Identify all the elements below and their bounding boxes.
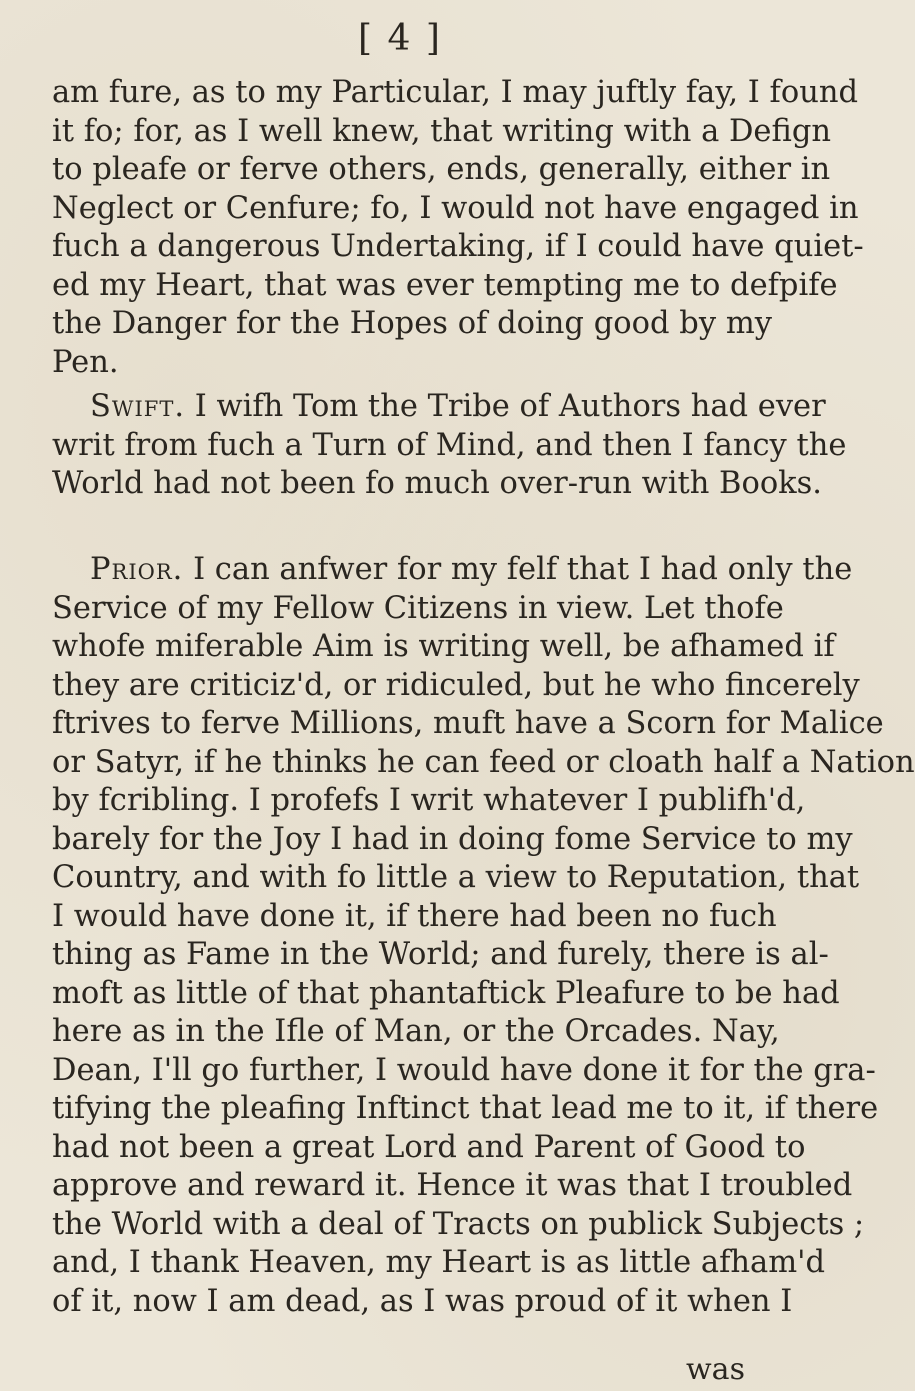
text-line: Neglect or Cenfure; fo, I would not have engaged in	[52, 190, 859, 226]
text-line: Pen.	[52, 344, 119, 380]
text-line: tifying the pleafing Inftinct that lead me to it, if there	[52, 1091, 879, 1126]
text-line: Country, and with fo little a view to Reputation, that	[52, 860, 860, 895]
text-line: ed my Heart, that was ever tempting me to defpife	[52, 267, 838, 303]
text-line: and, I thank Heaven, my Heart is as little afham'd	[52, 1245, 826, 1280]
text-line: whofe miferable Aim is writing well, be afhamed if	[52, 629, 835, 664]
text-line: fuch a dangerous Undertaking, if I could have quiet-	[52, 229, 864, 264]
text-line: moft as little of that phantaftick Pleafure to be had	[52, 975, 840, 1011]
speaker-name: Prior.	[90, 552, 184, 587]
text-line: barely for the Joy I had in doing fome Service to my	[52, 821, 853, 857]
text-line: had not been a great Lord and Parent of Good to	[52, 1129, 806, 1165]
text-line: or Satyr, if he thinks he can feed or cloath half a Nation	[52, 744, 915, 780]
text-line: am fure, as to my Particular, I may juftly fay, I found	[52, 75, 859, 110]
text-line: the Danger for the Hopes of doing good by my	[52, 306, 772, 341]
page-number: [ 4 ]	[358, 18, 442, 59]
paragraph-2	[52, 388, 847, 504]
text-line: they are criticiz'd, or ridiculed, but he who fincerely	[52, 667, 860, 703]
text-line: Dean, I'll go further, I would have done it for the gra-	[52, 1052, 876, 1088]
text-line: it fo; for, as I well knew, that writing with a Defign	[52, 113, 831, 149]
text-line: by fcribling. I profefs I writ whatever I publifh'd,	[52, 783, 806, 818]
paragraph-1	[52, 74, 864, 382]
text-line: the World with a deal of Tracts on publick Subjects ;	[52, 1206, 865, 1242]
text-line: here as in the Ifle of Man, or the Orcades. Nay,	[52, 1014, 780, 1049]
text-line: of it, now I am dead, as I was proud of it when I	[52, 1283, 793, 1319]
text-line: to pleafe or ferve others, ends, generally, either in	[52, 152, 831, 187]
text-line: Service of my Fellow Citizens in view. Let thofe	[52, 590, 784, 626]
text-line: World had not been fo much over-run with Books.	[52, 466, 823, 501]
text-line: approve and reward it. Hence it was that I troubled	[52, 1168, 853, 1203]
text-line: Swift. I wifh Tom the Tribe of Authors had ever	[90, 389, 826, 424]
text-line: thing as Fame in the World; and furely, there is al-	[52, 937, 829, 972]
catchword: was	[686, 1352, 745, 1387]
text-line: Prior. I can anfwer for my felf that I had only the	[90, 552, 853, 587]
speaker-name: Swift.	[90, 389, 186, 424]
paragraph-3	[52, 551, 915, 1321]
text-line: I would have done it, if there had been no fuch	[52, 898, 777, 934]
text-line: ftrives to ferve Millions, muft have a Scorn for Malice	[52, 706, 884, 741]
text-line: writ from fuch a Turn of Mind, and then I fancy the	[52, 427, 847, 463]
